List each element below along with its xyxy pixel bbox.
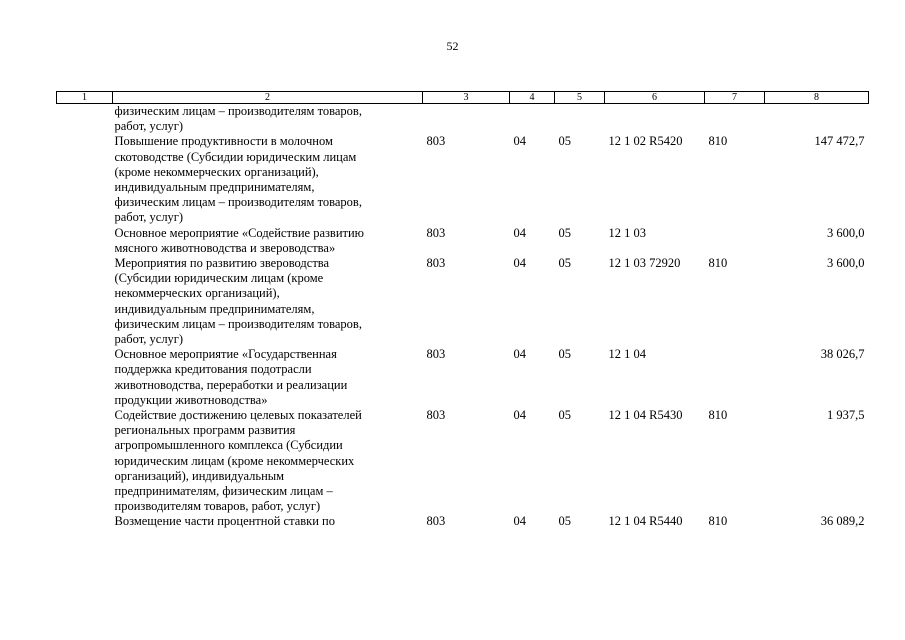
cell-subsection-code [555,104,605,135]
cell-section-code: 04 [513,134,526,149]
column-header-6: 6 [605,92,705,104]
cell-expense-type: 810 [708,134,728,149]
cell-amount [765,104,869,135]
cell-expense-type [705,347,765,408]
cell-expense-type [705,104,765,135]
cell-target-article: 12 1 03 72920 [608,256,681,271]
cell-subsection-code: 05 [558,256,571,271]
table-row [57,408,869,514]
cell-department-code: 803 [426,134,446,149]
cell-department-code: 803 [426,256,446,271]
table-row [57,514,869,529]
cell-expense-type [705,226,765,256]
cell-amount: 147 472,7 [814,134,865,149]
budget-table [56,91,869,530]
cell-department-code: 803 [426,514,446,529]
table-row [57,104,869,135]
cell-amount: 38 026,7 [820,347,865,362]
table-row [57,347,869,408]
cell-col-1 [57,226,113,256]
cell-section-code: 04 [513,256,526,271]
cell-section-code [510,104,555,135]
cell-amount: 3 600,0 [827,256,865,271]
cell-name: Мероприятия по развитию звероводства (Субсидии юридическим лицам (кроме некоммерческих организаций), индивидуальным предпринимателям, физическим лицам – производителям товаров, работ, услуг) [114,256,362,347]
cell-col-1 [57,347,113,408]
cell-subsection-code: 05 [558,408,571,423]
cell-col-1 [57,408,113,514]
cell-target-article [605,104,705,135]
cell-subsection-code: 05 [558,134,571,149]
column-header-5: 5 [555,92,605,104]
cell-col-1 [57,256,113,347]
cell-col-1 [57,514,113,529]
table-header-row [57,92,869,104]
cell-expense-type: 810 [708,408,728,423]
cell-amount: 1 937,5 [827,408,865,423]
cell-department-code: 803 [426,347,446,362]
column-header-4: 4 [510,92,555,104]
cell-expense-type: 810 [708,256,728,271]
cell-expense-type: 810 [708,514,728,529]
cell-section-code: 04 [513,408,526,423]
cell-target-article: 12 1 02 R5420 [608,134,683,149]
cell-section-code: 04 [513,225,526,240]
cell-col-1 [57,134,113,225]
cell-department-code: 803 [426,225,446,240]
page-number: 52 [446,39,459,53]
cell-subsection-code: 05 [558,347,571,362]
cell-name: физическим лицам – производителям товаров, работ, услуг) [114,104,362,134]
column-header-2: 2 [113,92,423,104]
cell-target-article: 12 1 04 R5430 [608,408,683,423]
cell-amount: 3 600,0 [827,225,865,240]
cell-name: Содействие достижению целевых показателей региональных программ развития агропромышленного комплекса (Субсидии юридическим лицам (кроме некоммерческих организаций), индивидуальным предпринимателям, физическим лицам – производителям товаров, работ, услуг) [114,408,362,514]
cell-department-code: 803 [426,408,446,423]
cell-target-article: 12 1 04 [608,347,646,362]
cell-name: Основное мероприятие «Содействие развитию мясного животноводства и звероводства» [114,225,365,255]
cell-name: Возмещение части процентной ставки по [114,514,335,529]
table-row [57,134,869,225]
column-header-7: 7 [705,92,765,104]
column-header-8: 8 [765,92,869,104]
cell-subsection-code: 05 [558,225,571,240]
table-row [57,256,869,347]
cell-department-code [423,104,510,135]
cell-target-article: 12 1 04 R5440 [608,514,683,529]
cell-amount: 36 089,2 [820,514,865,529]
cell-name: Основное мероприятие «Государственная поддержка кредитования подотрасли животноводства, переработки и реализации продукции животноводства» [114,347,348,407]
cell-subsection-code: 05 [558,514,571,529]
cell-name: Повышение продуктивности в молочном скотоводстве (Субсидии юридическим лицам (кроме некоммерческих организаций), индивидуальным предпринимателям, физическим лицам – производителям товаров, работ, услуг) [114,134,362,225]
cell-section-code: 04 [513,347,526,362]
column-header-1: 1 [57,92,113,104]
cell-target-article: 12 1 03 [608,225,646,240]
cell-section-code: 04 [513,514,526,529]
table-row [57,226,869,256]
cell-col-1 [57,104,113,135]
column-header-3: 3 [423,92,510,104]
table-body [57,104,869,530]
